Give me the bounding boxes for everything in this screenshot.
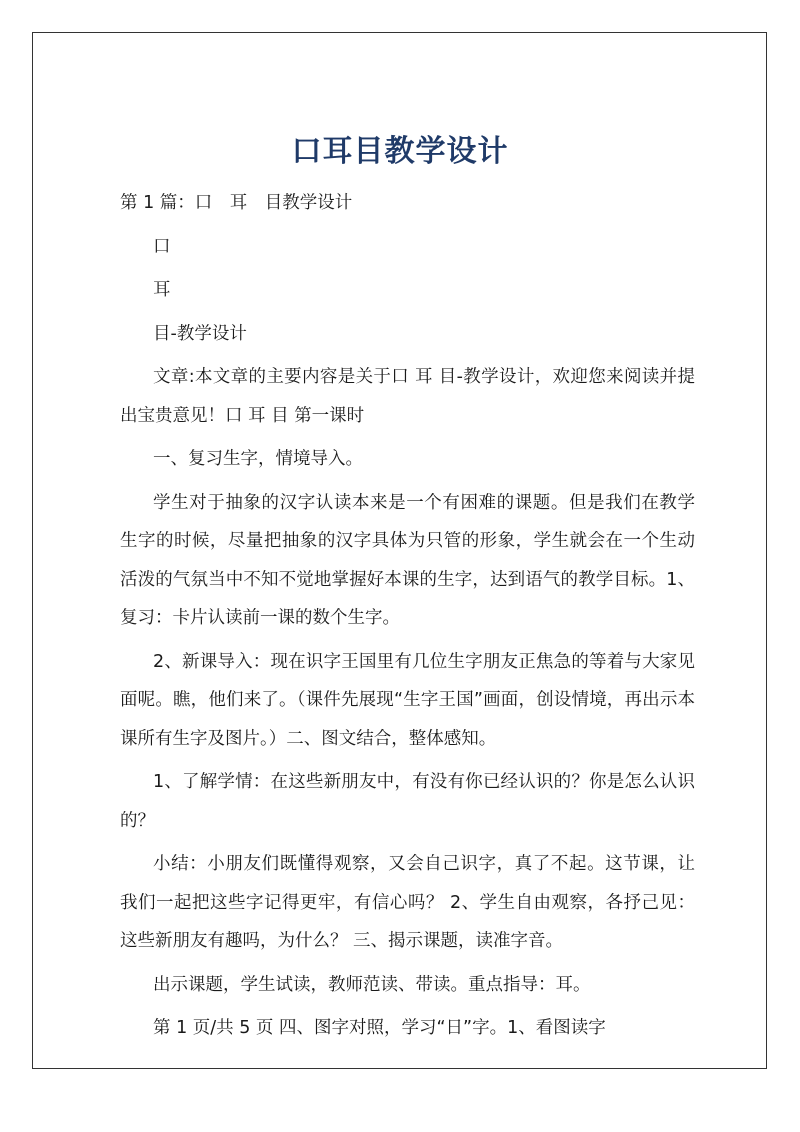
paragraph: 2、新课导入：现在识字王国里有几位生字朋友正焦急的等着与大家见面呢。瞧，他们来了。（课件先展现“生字王国”画面，创设情境，再出示本课所有生字及图片。）二、图文结合，整体感知。: [120, 651, 695, 749]
paragraph: 出示课题，学生试读，教师范读、带读。重点指导：耳。: [153, 974, 591, 995]
paragraph: 口: [153, 236, 171, 257]
paragraph: 耳: [153, 280, 171, 300]
document-title: 口耳目教学设计: [291, 134, 509, 170]
document-body: [120, 184, 695, 1053]
section-heading: 第 1 篇：口 耳 目教学设计: [120, 193, 353, 213]
paragraph: 学生对于抽象的汉字认读本来是一个有困难的课题。但是我们在教学生字的时候，尽量把抽象的汉字具体为只管的形象，学生就会在一个生动活泼的气氛当中不知不觉地掌握好本课的生字，达到语气的教学目标。1、复习：卡片认读前一课的数个生字。: [120, 492, 695, 628]
paragraph: 目-教学设计: [153, 323, 247, 344]
paragraph: 一、复习生字，情境导入。: [153, 449, 363, 469]
paragraph: 1、了解学情：在这些新朋友中，有没有你已经认识的？你是怎么认识的？: [120, 772, 695, 831]
paragraph: 小结：小朋友们既懂得观察，又会自己识字，真了不起。这节课，让我们一起把这些字记得更牢，有信心吗？ 2、学生自由观察，各抒己见：这些新朋友有趣吗，为什么？ 三、揭示课题，读准字音。: [120, 854, 695, 951]
paragraph: 文章:本文章的主要内容是关于口 耳 目-教学设计，欢迎您来阅读并提出宝贵意见！口 耳 目 第一课时: [120, 367, 695, 426]
page-footer-paragraph: 第 1 页/共 5 页 四、图字对照，学习“日”字。1、看图读字: [153, 1018, 606, 1038]
